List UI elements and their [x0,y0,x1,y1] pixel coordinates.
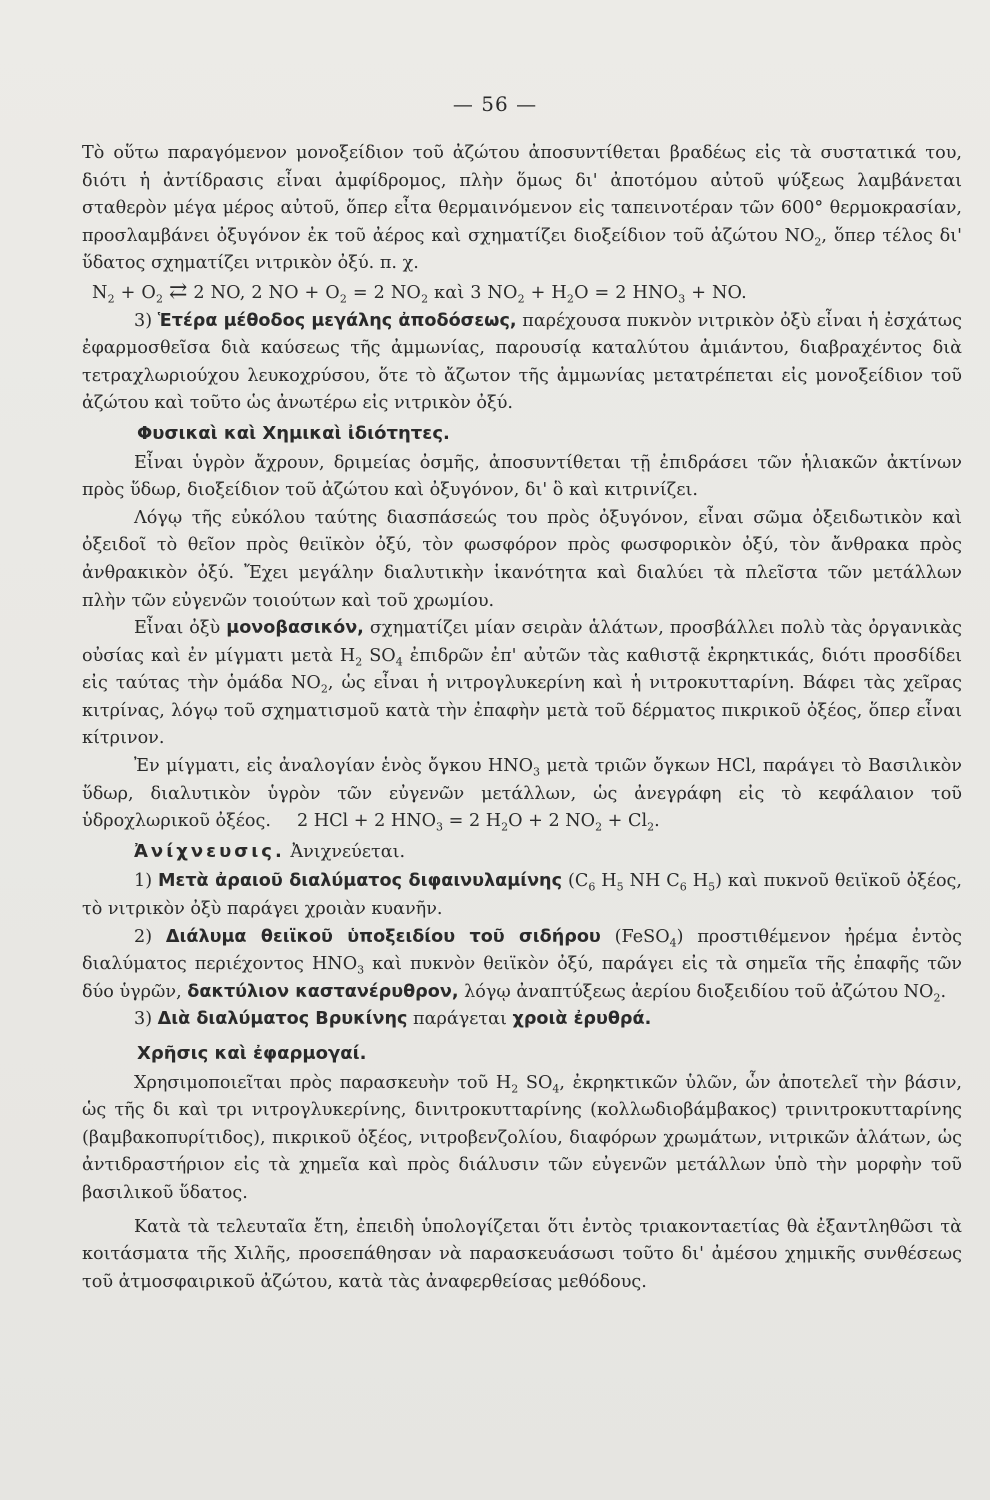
text-run: . [654,811,660,832]
bold-term: χροιὰ ἐρυθρά. [512,1009,652,1030]
text-run: ἐπιδρῶν ἐπ' αὐτῶν τὰς καθιστᾷ ἐκρηκτικάς, διότι προσδίδει εἰς ταύτας τὴν ὁμάδα NO [82,645,962,694]
text-run: Τὸ οὕτω παραγόμενον μονοξείδιον τοῦ ἀζώτου ἀποσυντίθεται βραδέως εἰς τὰ συστατικά του, διότι ἡ ἀντίδρασις εἶναι ἀμφίδρομος, πλὴν ὅμως δι' ἀποτόμου αὐτοῦ ψύξεως λαμβάνεται σταθερὸν μέγα μέρος αὐτοῦ, ὅπερ εἶτα θερμαινόμενον εἰς ταπεινοτέραν τῶν 600° θερμοκρασίαν, προσλαμβάνει ὀξυγόνον ἐκ τοῦ ἀέρος καὶ σχηματίζει διοξείδιον τοῦ ἀζώτου NO [82,143,962,246]
paragraph-no-decomposition [82,140,962,278]
subscript: 2 [320,682,328,696]
text-run: μετὰ τριῶν ὄγκων HCl, παράγει τὸ Βασιλικὸν ὕδωρ, διαλυτικὸν ὑγρὸν τῶν εὐγενῶν μετάλλων, ὡς ἀνεγράφη εἰς τὸ κεφάλαιον τοῦ ὑδροχλωρικοῦ ὀξέος. [82,756,962,832]
text-run: Χρησιμοποιεῖται πρὸς παρασκευὴν τοῦ H [134,1072,512,1093]
reversible-arrow-icon: ⇄ [168,278,188,304]
subscript: 3 [357,963,365,977]
section-heading-properties: Φυσικαὶ καὶ Χημικαὶ ἰδιότητες. [137,422,450,444]
text-run: O = 2 HNO [574,282,679,303]
list-number: 3) [134,1009,158,1030]
list-number: 1) [134,871,159,892]
text-run: H [686,871,709,892]
subscript: 2 [517,292,525,306]
bold-term: δακτύλιον καστανέρυθρον, [187,981,459,1002]
subscript: 2 [595,820,603,834]
text-run: = 2 H [443,811,502,832]
text-run: (C [562,871,589,892]
section-heading-detection [82,838,962,867]
subscript: 2 [421,292,429,306]
bold-term: Διὰ διαλύματος Βρυκίνης [157,1009,408,1030]
text-run: παρέχουσα πυκνὸν νιτρικὸν ὀξὺ εἶναι ἡ ἐσχάτως ἐφαρμοσθεῖσα διὰ καύσεως τῆς ἀμμωνίας, παρουσίᾳ καταλύτου ἀμιάντου, διαβραχέντος διὰ τετραχλωριούχου λευκοχρύσου, ὅτε τὸ ἄζωτον τῆς ἀμμωνίας μετατρέπεται εἰς μονοξείδιον τοῦ ἀζώτου καὶ τοῦτο ὡς ἀνωτέρω εἰς νιτρικὸν ὀξύ. [82,310,963,414]
subscript: 2 [107,292,115,306]
subscript: 2 [933,991,941,1005]
paragraph-detection-2 [82,924,962,1007]
text-run: καὶ πυκνὸν θειϊκὸν ὀξύ, παράγει εἰς τὰ σημεῖα τῆς ἐπαφῆς τῶν δύο ὑγρῶν, [82,954,962,1002]
list-number: 3) [134,310,158,331]
paragraph-synthesis: Κατὰ τὰ τελευταῖα ἔτη, ἐπειδὴ ὑπολογίζεται ὅτι ἐντὸς τριακονταετίας θὰ ἐξαντληθῶσι τὰ κοιτάσματα τῆς Χιλῆς, προσεπάθησαν νὰ παρασκευάσωσι τοῦτο δι' ἀμέσου χημικῆς συνθέσεως τοῦ ἀτμοσφαιρικοῦ ἀζώτου, κατὰ τὰς ἀναφερθείσας μεθόδους. [82,1216,962,1292]
text-run: καὶ 3 NO [428,282,518,303]
paragraph-aqua-regia [82,753,962,836]
text-run: , ὡς εἶναι ἡ νιτρογλυκερίνη καὶ ἡ νιτροκυτταρίνη. Βάφει τὰς χεῖρας κιτρίνας, λόγῳ τοῦ σχηματισμοῦ κατὰ τὴν ἐπαφὴν μετὰ τοῦ δέρματος πικρικοῦ ὀξέος, ὅπερ εἶναι κίτρινον. [82,673,962,749]
text-run: O + 2 NO [508,811,596,832]
bold-term: Μετὰ ἀραιοῦ διαλύματος διφαινυλαμίνης [158,871,563,892]
text-run: + Cl [602,811,648,832]
subscript: 2 [501,820,509,834]
text-run: ) προστιθέμενον ἠρέμα ἐντὸς διαλύματος περιέχοντος HNO [82,926,963,975]
paragraph-monobasic [82,615,962,753]
text-run: H [595,871,617,892]
subscript: 2 [814,235,822,249]
text-run: + O [114,282,156,303]
text-run: Εἶναι ὀξὺ [134,618,227,639]
subscript: 5 [708,880,716,894]
equation-aqua-regia [296,811,660,834]
text-run: , ὅπερ τέλος δι' ὕδατος σχηματίζει νιτρικὸν ὀξύ. π. χ. [82,225,962,274]
list-number: 2) [134,926,166,947]
subscript: 5 [616,880,624,894]
text-run: . [940,981,947,1002]
subscript: 2 [511,1082,519,1096]
bold-term: Διάλυμα θειϊκοῦ ὑποξειδίου τοῦ σιδήρου [165,926,601,947]
text-run: SO [362,645,396,666]
subscript: 6 [588,880,596,894]
subscript: 2 [355,655,363,669]
text-run: + H [524,282,567,303]
text-run: = 2 NO [347,282,422,303]
text-run: 2 HCl + 2 HNO [296,811,437,832]
section-heading-uses: Χρῆσις καὶ ἐφαρμογαί. [137,1043,367,1064]
equation-nitric-acid-synthesis [82,278,962,308]
text-run: Ἐν μίγματι, εἰς ἀναλογίαν ἑνὸς ὄγκου HNO [134,756,534,777]
text-run: N [92,282,108,303]
subscript: 2 [647,820,655,834]
subscript: 4 [395,655,403,669]
subscript: 4 [552,1082,560,1096]
subscript: 6 [679,880,687,894]
text-run: SO [518,1072,553,1093]
text-run: , ἐκρηκτικῶν ὑλῶν, ὧν ἀποτελεῖ τὴν βάσιν, ὡς τῆς δι καὶ τρι νιτρογλυκερίνης, δινιτροκυτταρίνης (κολλωδιοβάμβακος) τρινιτροκυτταρίνης (βαμβακοπυρίτιδος), πικρικοῦ ὀξέος, νιτροβενζολίου, διαφόρων χρωμάτων, νιτρικῶν ἁλάτων, ὡς ἀντιδραστήριον εἰς τὰ χημεῖα καὶ πρὸς διάλυσιν τῶν εὐγενῶν μετάλλων ὑπὸ τὴν μορφὴν τοῦ βασιλικοῦ ὕδατος. [82,1072,962,1203]
page-number: — 56 — [452,92,538,116]
bold-term: μονοβασικόν, [226,618,364,639]
detection-heading: Ἀνίχνευσις. [134,840,285,862]
subscript: 2 [155,292,164,306]
body-text [82,140,962,1296]
text-run: 2 NO, 2 NO + O [193,282,340,303]
subscript: 2 [566,292,575,306]
paragraph-properties-2: Λόγῳ τῆς εὐκόλου ταύτης διασπάσεώς του πρὸς ὀξυγόνον, εἶναι σῶμα ὀξειδωτικὸν καὶ ὀξειδοῖ τὸ θεῖον πρὸς θειϊκὸν ὀξύ, τὸν φωσφόρον πρὸς φωσφορικὸν ὀξύ, τὸν ἄνθρακα πρὸς ἀνθρακικὸν ὀξύ. Ἔχει μεγάλην διαλυτικὴν ἱκανότητα καὶ διαλύει τὰ πλεῖστα τῶν μετάλλων πλὴν τῶν εὐγενῶν τοιούτων καὶ τοῦ χρωμίου. [82,507,962,611]
paragraph-detection-1 [82,868,962,923]
text-run: λόγῳ ἀναπτύξεως ἀερίου διοξειδίου τοῦ ἀζώτου NO [458,981,934,1002]
paragraph-detection-3 [82,1006,962,1034]
subscript: 2 [339,292,348,306]
subscript: 3 [436,820,444,834]
text-run: (FeSO [600,926,670,947]
paragraph-uses [82,1070,962,1208]
paragraph-method-3 [82,308,962,418]
text-run: ) καὶ πυκνοῦ θειϊκοῦ ὀξέος, τὸ νιτρικὸν ὀξὺ παράγει χροιὰν κυανῆν. [82,871,963,920]
text-run: σχηματίζει μίαν σειρὰν ἁλάτων, προσβάλλει πολὺ τὰς ὀργανικὰς οὐσίας καὶ ἐν μίγματι μετὰ H [82,618,962,666]
text-run: + NO. [685,282,747,303]
paragraph-properties-1: Εἶναι ὑγρὸν ἄχρουν, δριμείας ὀσμῆς, ἀποσυντίθεται τῇ ἐπιδράσει τῶν ἡλιακῶν ἀκτίνων πρὸς ὕδωρ, διοξείδιον τοῦ ἀζώτου καὶ ὀξυγόνον, δι' ὃ καὶ κιτρινίζει. [82,452,962,501]
method-heading: Ἑτέρα μέθοδος μεγάλης ἀποδόσεως, [157,310,517,331]
text-run: NH C [623,871,680,892]
subscript: 4 [669,936,677,950]
text-run: Ἀνιχνεύεται. [284,841,406,862]
subscript: 3 [533,765,541,779]
subscript: 3 [678,292,686,306]
text-run: παράγεται [407,1009,513,1030]
